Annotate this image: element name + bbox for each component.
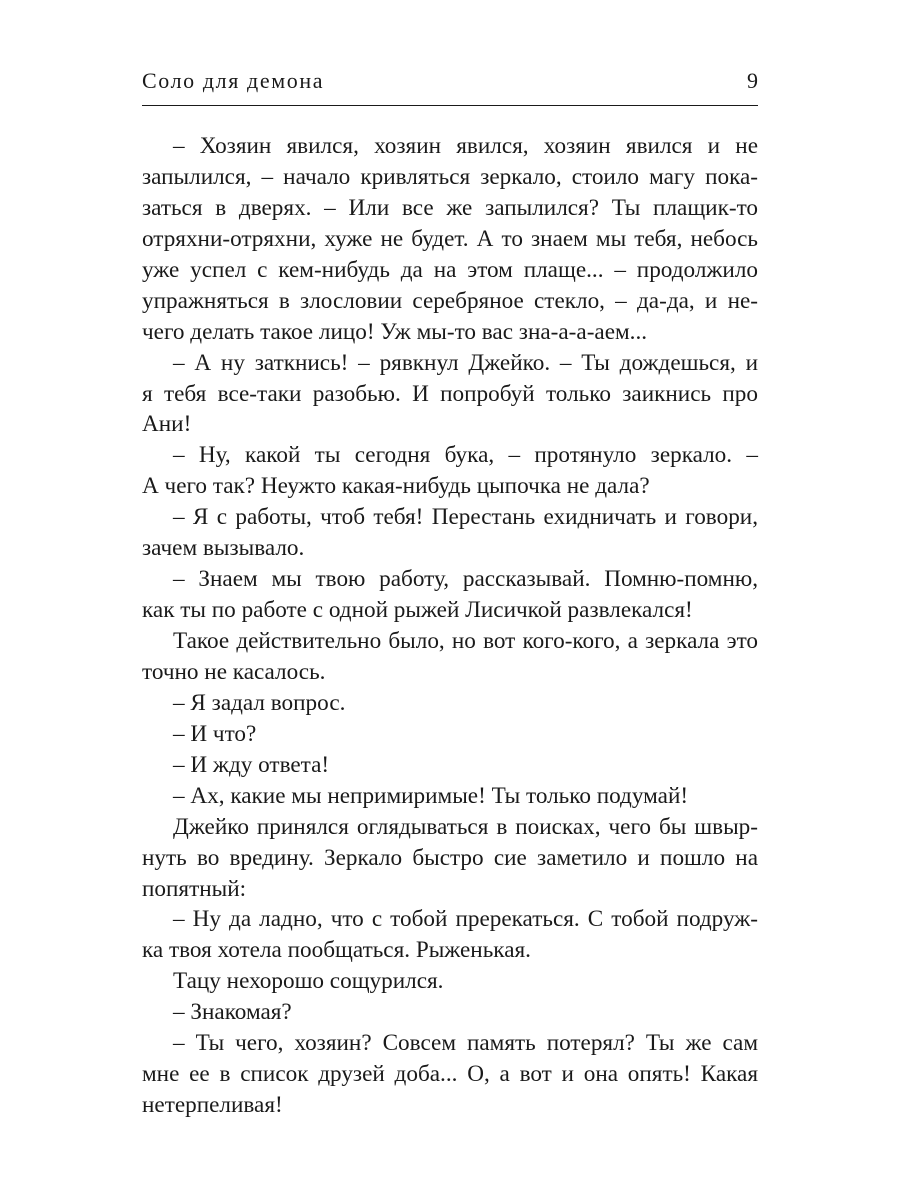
text-line: Тацу нехорошо сощурился. [173,968,444,995]
text-line: – Я с работы, чтоб тебя! Перестань ехидничать и говори, [173,504,758,531]
text-line: Ани! [142,411,192,438]
text-line: мне ее в список друзей доба... О, а вот и она опять! Какая [142,1061,758,1088]
text-line: – Ах, какие мы непримиримые! Ты только подумай! [173,782,689,809]
text-line: уже успел с кем-нибудь да на этом плаще... – продолжило [142,256,758,283]
header-rule [142,105,758,106]
text-line: зачем вызывало. [142,535,305,562]
text-line: нуть во вредину. Зеркало быстро сие заметило и пошло на [142,844,758,871]
text-line: – А ну заткнись! – рявкнул Джейко. – Ты дождешься, и [173,349,758,376]
text-line: Такое действительно было, но вот кого-кого, а зеркала это [173,628,758,654]
text-line: отряхни-отряхни, хуже не будет. А то знаем мы тебя, небось [142,225,758,252]
text-line: точно не касалось. [142,658,326,685]
text-line: – И жду ответа! [173,751,330,778]
running-title: Соло для демона [142,68,325,93]
text-line: – Знаем мы твою работу, рассказывай. Помню-помню, [173,566,758,593]
text-line: я тебя все-таки разобью. И попробуй только заикнись про [142,380,758,407]
page-header [142,66,758,100]
text-line: упражняться в злословии серебряное стекло, – да-да, и не- [142,287,758,314]
body-text [142,131,758,1121]
text-line: ка твоя хотела пообщаться. Рыженькая. [142,937,531,964]
page-number: 9 [747,68,758,93]
text-line: чего делать такое лицо! Уж мы-то вас зна-а-а-аем... [142,318,648,345]
text-line: как ты по работе с одной рыжей Лисичкой развлекался! [142,597,693,624]
text-line: – Знакомая? [173,999,292,1026]
text-line: попятный: [142,875,247,902]
text-line: А чего так? Неужто какая-нибудь цыпочка не дала? [142,473,650,500]
text-line: Джейко принялся оглядываться в поисках, чего бы швыр- [173,813,758,840]
text-line: запылился, – начало кривляться зеркало, стоило магу пока- [142,163,758,190]
text-line: нетерпеливая! [142,1092,283,1119]
text-line: – Хозяин явился, хозяин явился, хозяин явился и не [173,133,758,159]
text-line: – Ты чего, хозяин? Совсем память потерял? Ты же сам [173,1030,758,1057]
text-line: – И что? [173,720,257,747]
text-line: – Я задал вопрос. [173,689,346,716]
text-line: заться в дверях. – Или все же запылился? Ты плащик-то [142,194,758,221]
text-line: – Ну да ладно, что с тобой пререкаться. С тобой подруж- [173,906,758,933]
text-line: – Ну, какой ты сегодня бука, – протянуло зеркало. – [173,442,758,469]
